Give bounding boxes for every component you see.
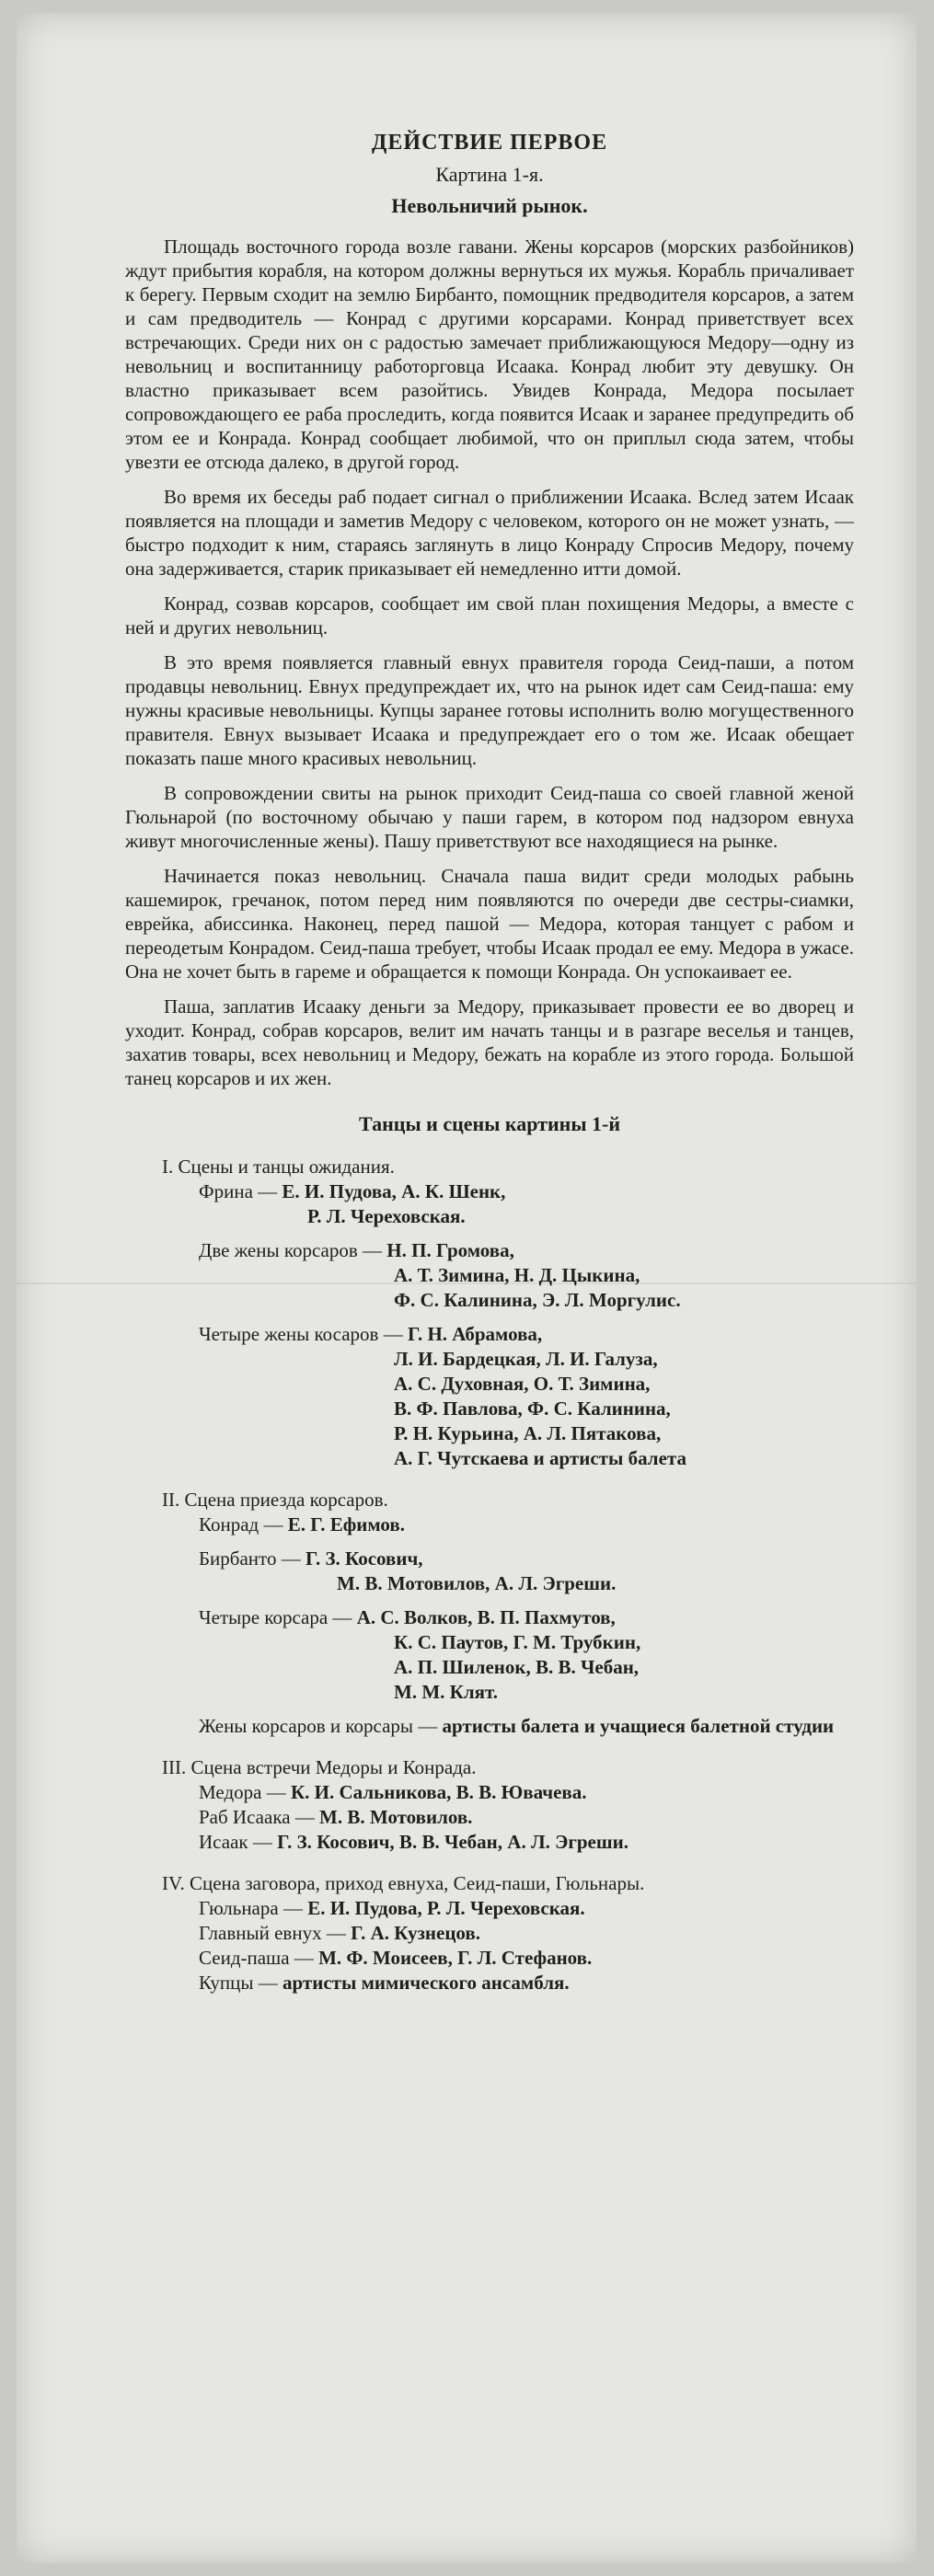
performer-names: Е. И. Пудова, А. К. Шенк, [282,1180,506,1202]
cast-list [162,1155,854,1995]
performer-names: Е. Г. Ефимов. [287,1513,405,1535]
role-group [199,1547,854,1596]
role-name: Исаак — [199,1831,278,1853]
section-heading: II. Сцена приезда корсаров. [162,1489,388,1511]
performer-names: Г. З. Косович, [305,1547,423,1570]
performer-names: М. В. Мотовилов, А. Л. Эгреши. [337,1572,617,1594]
role-line [199,1179,854,1204]
synopsis-paragraph: В сопровождении свиты на рынок приходит Сеид-паша со своей главной женой Гюльнарой (по восточному обычаю у паши гарем, в котором под надзором евнуха живут многочисленные жены). Пашу приветствуют все находящиеся на рынке. [125,782,854,852]
performer-names: А. Г. Чутскаева и артисты балета [394,1447,686,1469]
role-line [199,1780,854,1805]
performer-names: артисты балета и учащиеся балетной студии [442,1715,835,1737]
role-group [199,1512,854,1537]
performer-names: А. Т. Зимина, Н. Д. Цыкина, [394,1264,640,1286]
section-heading: I. Сцены и танцы ожидания. [162,1156,395,1178]
performer-names: Л. И. Бардецкая, Л. И. Галуза, [394,1348,658,1370]
role-name: Четыре корсара — [199,1606,357,1628]
role-line [199,1830,854,1855]
performer-names: Н. П. Громова, [386,1239,514,1261]
role-line [199,1921,854,1946]
role-line [199,1322,854,1347]
cast-section [162,1155,854,1471]
role-line [199,1421,854,1446]
performer-names: А. С. Духовная, О. Т. Зимина, [394,1373,651,1395]
cast-section [162,1488,854,1739]
role-line [199,1680,854,1705]
performer-names: Г. Н. Абрамова, [407,1323,543,1345]
role-name: Медора — [199,1781,291,1803]
performer-names: Р. Н. Курьина, А. Л. Пятакова, [394,1422,662,1444]
role-group [199,1896,854,1995]
performer-names: Р. Л. Череховская. [307,1205,466,1227]
role-line [199,1512,854,1537]
section-heading: III. Сцена встречи Медоры и Конрада. [162,1756,477,1778]
synopsis-paragraph: Во время их беседы раб подает сигнал о приближении Исаака. Вслед затем Исаак появляется на площади и заметив Медору с человеком, которого он не может узнать, — быстро подходит к ним, стараясь заглянуть в лицо Конраду Спросив Медору, почему она задерживается, старик приказывает ей немедленно итти домой. [125,486,854,580]
role-line [199,1397,854,1421]
performer-names: А. П. Шиленок, В. В. Чебан, [394,1656,640,1678]
role-line [199,1714,854,1739]
role-line [199,1263,854,1288]
role-name: Конрад — [199,1513,288,1535]
role-group [199,1238,854,1313]
act-title: ДЕЙСТВИЕ ПЕРВОЕ [371,131,608,155]
synopsis-paragraph: Площадь восточного города возле гавани. Жены корсаров (морских разбойников) ждут прибытия корабля, на котором должны вернуться их мужья. Корабль причаливает к берегу. Первым сходит на землю Бирбанто, помощник предводителя корсаров, а затем и сам предводитель — Конрад с другими корсарами. Конрад приветствует всех встречающих. Среди них он с радостью замечает приближающуюся Медору—одну из невольниц и воспитанницу работорговца Исаака. Конрад любит эту девушку. Он властно приказывает всем разойтись. Увидев Конрада, Медора посылает сопровождающего ее раба проследить, когда появится Исаак и заранее предупредить об этом ее и Конрада. Конрад сообщает любимой, что он приплыл сюда затем, чтобы увезти ее отсюда далеко, в другой город. [125,236,854,473]
role-line [199,1238,854,1263]
role-line [199,1547,854,1571]
performer-names: М. Ф. Моисеев, Г. Л. Стефанов. [318,1947,593,1969]
role-line [199,1288,854,1313]
performer-names: А. С. Волков, В. П. Пахмутов, [356,1606,616,1628]
scene-number: Картина 1-я. [435,163,544,186]
synopsis-paragraph: В это время появляется главный евнух правителя города Сеид-паши, а потом продавцы невольниц. Евнух предупреждает их, что на рынок идет сам Сеид-паша: ему нужны красивые невольницы. Купцы заранее готовы исполнить волю могущественного правителя. Евнух вызывает Исаака и предупреждает его о том же. Исаак обещает показать паше много красивых невольниц. [125,651,854,769]
scene-title: Невольничий рынок. [391,194,588,217]
role-line [199,1630,854,1655]
performer-names: Ф. С. Калинина, Э. Л. Моргулис. [394,1289,681,1311]
role-line [199,1204,854,1229]
role-name: Сеид-паша — [199,1947,319,1969]
performer-names: М. В. Мотовилов. [319,1806,473,1828]
role-line [199,1571,854,1596]
performer-names: В. Ф. Павлова, Ф. С. Калинина, [394,1397,671,1420]
performer-names: Г. З. Косович, В. В. Чебан, А. Л. Эгреши. [277,1831,628,1853]
role-group [199,1179,854,1229]
role-name: Жены корсаров и корсары — [199,1715,443,1737]
role-name: Две жены корсаров — [199,1239,387,1261]
role-line [199,1655,854,1680]
role-line [199,1896,854,1921]
synopsis-paragraph: Конрад, созвав корсаров, сообщает им свой план похищения Медоры, а вместе с ней и других невольниц. [125,592,854,638]
role-group [199,1714,854,1739]
performer-names: артисты мимического ансамбля. [283,1972,570,1994]
role-name: Раб Исаака — [199,1806,320,1828]
role-name: Купцы — [199,1972,283,1994]
performer-names: К. С. Паутов, Г. М. Трубкин, [394,1631,641,1653]
role-line [199,1446,854,1471]
cast-section [162,1755,854,1855]
cast-section [162,1871,854,1995]
role-line [199,1347,854,1372]
role-name: Главный евнух — [199,1922,352,1944]
synopsis-paragraph: Паша, заплатив Исааку деньги за Медору, приказывает провести ее во дворец и уходит. Конрад, собрав корсаров, велит им начать танцы и в разгаре веселья и танцев, захатив товары, всех невольниц и Медору, бежать на корабле из этого города. Большой танец корсаров и их жен. [125,995,854,1089]
performer-names: Е. И. Пудова, Р. Л. Череховская. [307,1897,585,1919]
role-line [199,1372,854,1397]
performer-names: М. М. Клят. [394,1681,498,1703]
role-group [199,1780,854,1855]
program-sheet [125,131,854,2012]
dances-title: Танцы и сцены картины 1-й [358,1112,620,1135]
role-line [199,1605,854,1630]
role-group [199,1605,854,1705]
role-line [199,1946,854,1971]
synopsis-paragraph: Начинается показ невольниц. Сначала паша видит среди молодых рабынь кашемирок, гречанок, потом перед ним появляются по очереди две сестры-сиамки, еврейка, абиссинка. Наконец, перед пашой — Медора, которая танцует с рабом и переодетым Конрадом. Сеид-паша требует, чтобы Исаак продал ее ему. Медора в ужасе. Она не хочет быть в гареме и обращается к помощи Конрада. Он успокаивает ее. [125,865,854,983]
performer-names: Г. А. Кузнецов. [351,1922,480,1944]
performer-names: К. И. Сальникова, В. В. Ювачева. [290,1781,587,1803]
role-name: Бирбанто — [199,1547,306,1570]
role-line [199,1805,854,1830]
role-name: Фрина — [199,1180,283,1202]
role-group [199,1322,854,1471]
role-line [199,1971,854,1995]
role-name: Гюльнара — [199,1897,308,1919]
document-page [17,13,917,2563]
section-heading: IV. Сцена заговора, приход евнуха, Сеид-паши, Гюльнары. [162,1872,645,1894]
role-name: Четыре жены косаров — [199,1323,408,1345]
